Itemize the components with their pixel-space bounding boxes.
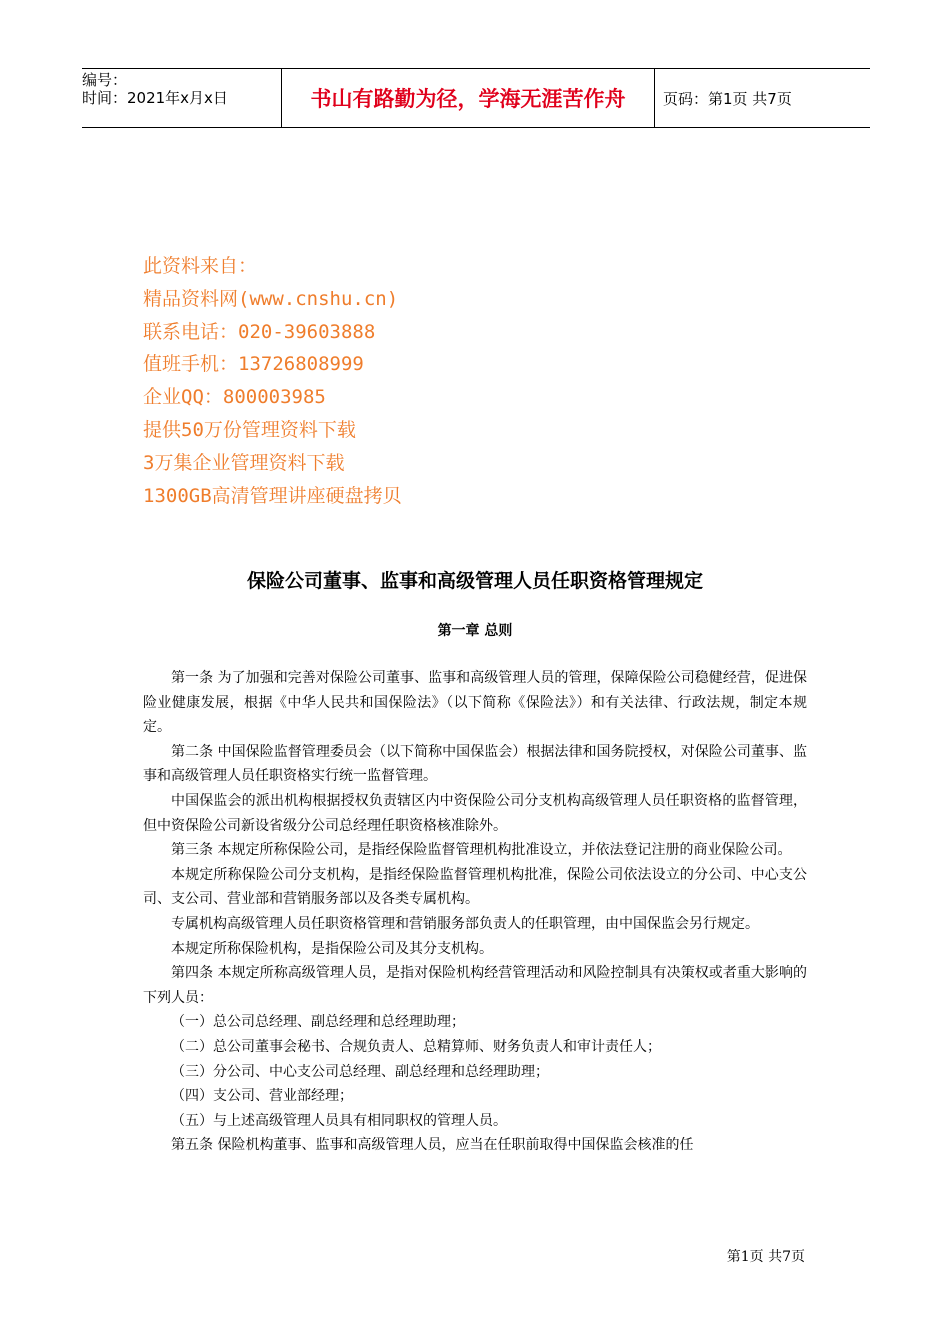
list-item: （五）与上述高级管理人员具有相同职权的管理人员。: [171, 1112, 507, 1129]
paragraph: 第三条 本规定所称保险公司，是指经保险监督管理机构批准设立，并依法登记注册的商业保险公司。: [171, 842, 792, 859]
paragraph: 第五条 保险机构董事、监事和高级管理人员，应当在任职前取得中国保监会核准的任: [171, 1137, 694, 1154]
paragraph: 第一条 为了加强和完善对保险公司董事、监事和高级管理人员的管理，保障保险公司稳健经营，促进保险业健康发展，根据《中华人民共和国保险法》（以下简称《保险法》）和有关法律、行政法规，制定本规定。: [143, 670, 807, 736]
header-page-info: 页码：第1页 共7页: [663, 89, 792, 108]
time-label: 时间：2021年x月x日: [82, 89, 228, 107]
ad-line: 3万集企业管理资料下载: [143, 451, 345, 474]
number-label: 编号：: [82, 71, 128, 89]
list-item: （四）支公司、营业部经理；: [171, 1088, 353, 1105]
ad-line: 1300GB高清管理讲座硬盘拷贝: [143, 484, 402, 507]
ad-line: 联系电话：020-39603888: [143, 320, 376, 343]
list-item: （三）分公司、中心支公司总经理、副总经理和总经理助理；: [171, 1063, 549, 1080]
ad-line: 此资料来自：: [143, 255, 258, 277]
paragraph: 专属机构高级管理人员任职资格管理和营销服务部负责人的任职管理，由中国保监会另行规定。: [171, 915, 759, 932]
page-footer: 第1页 共7页: [726, 1249, 805, 1265]
list-item: （二）总公司董事会秘书、合规负责人、总精算师、财务负责人和审计责任人；: [171, 1038, 661, 1055]
list-item: （一）总公司总经理、副总经理和总经理助理；: [171, 1014, 465, 1031]
header-meta: [82, 69, 282, 127]
source-ad-block: [143, 250, 402, 512]
header-motto: 书山有路勤为径，学海无涯苦作舟: [282, 69, 655, 127]
paragraph: 本规定所称保险公司分支机构，是指经保险监督管理机构批准，保险公司依法设立的分公司、中心支公司、支公司、营业部和营销服务部以及各类专属机构。: [143, 866, 807, 908]
ad-line: 值班手机：13726808999: [143, 353, 364, 376]
chapter-heading: 第一章 总则: [437, 623, 513, 639]
ad-line: 企业QQ：800003985: [143, 386, 326, 409]
paragraph: 第四条 本规定所称高级管理人员，是指对保险机构经营管理活动和风险控制具有决策权或者重大影响的下列人员：: [143, 965, 807, 1006]
page-header: [82, 68, 870, 128]
ad-line: 精品资料网(www.cnshu.cn): [143, 287, 399, 310]
document-title: 保险公司董事、监事和高级管理人员任职资格管理规定: [246, 570, 703, 592]
paragraph: 第二条 中国保险监督管理委员会（以下简称中国保监会）根据法律和国务院授权，对保险公司董事、监事和高级管理人员任职资格实行统一监督管理。: [143, 743, 807, 785]
paragraph: 中国保监会的派出机构根据授权负责辖区内中资保险公司分支机构高级管理人员任职资格的监督管理，但中资保险公司新设省级分公司总经理任职资格核准除外。: [143, 792, 807, 834]
ad-line: 提供50万份管理资料下载: [143, 418, 356, 441]
document-body: [143, 666, 807, 1158]
paragraph: 本规定所称保险机构，是指保险公司及其分支机构。: [171, 940, 493, 957]
